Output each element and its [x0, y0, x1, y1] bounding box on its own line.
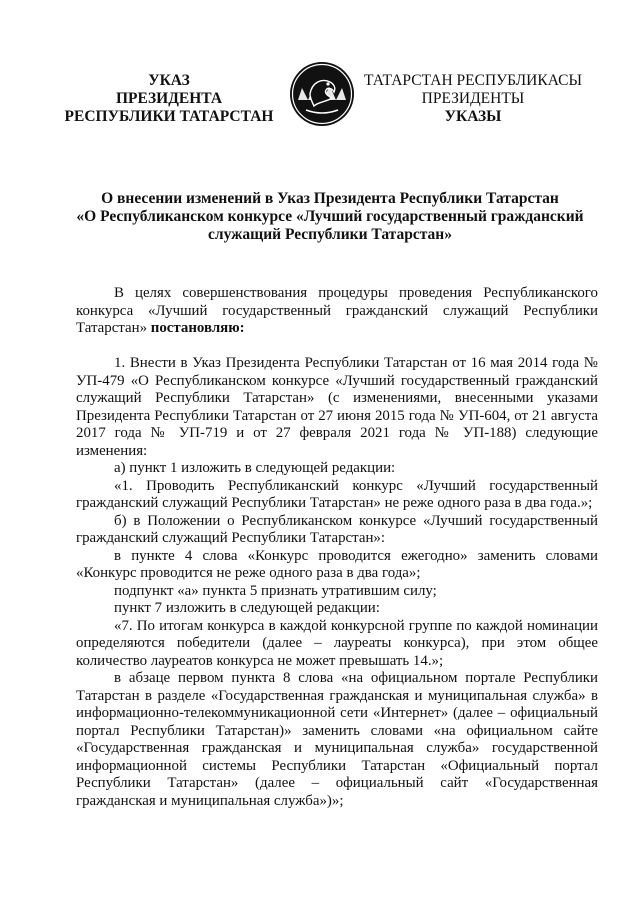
- body-paragraph: б) в Положении о Республиканском конкурсе «Лучший государственный гражданский служащий Республики Татарстан»:: [76, 512, 598, 546]
- body-paragraph: пункт 7 изложить в следующей редакции:: [114, 600, 380, 616]
- header-right-line: УКАЗЫ: [444, 108, 502, 125]
- intro-text: В целях совершенствования процедуры проведения Республиканского конкурса «Лучший государственный гражданский служащий Республики Татарстан»: [76, 285, 598, 336]
- intro-paragraph: [76, 285, 598, 338]
- body-paragraph: в абзаце первом пункта 8 слова «на официальном портале Республики Татарстан в разделе «Государственная гражданская и муниципальная служба» в информационно-телекоммуникационной сети «Интернет» (далее – официальный портал Республики Татарстан)» заменить словами «на официальном сайте «Государственная гражданская и муниципальная служба» государственной информационной системы Республики Татарстан «Официальный портал Республики Татарстан» (далее – официальный сайт «Государственная гражданская и муниципальная служба»)»;: [76, 670, 598, 809]
- body-paragraph: 1. Внести в Указ Президента Республики Татарстан от 16 мая 2014 года № УП-479 «О Республиканском конкурсе «Лучший государственный гражданский служащий Республики Татарстан» (с изменениями, внесенными указами Президента Республики Татарстан от 27 июня 2015 года № УП-604, от 21 августа 2017 года № УП-719 и от 27 февраля 2021 года № УП-188) следующие изменения:: [76, 355, 598, 459]
- title-line: О внесении изменений в Указ Президента Республики Татарстан: [101, 190, 559, 207]
- body-paragraph: «7. По итогам конкурса в каждой конкурсной группе по каждой номинации определяются победители (далее – лауреаты конкурса), при этом общее количество лауреатов конкурса не может превышать 14.»;: [76, 617, 598, 669]
- header-right: [362, 72, 584, 126]
- title-line: «О Республиканском конкурсе «Лучший государственный гражданский: [76, 208, 584, 225]
- decree-title: [60, 190, 600, 244]
- header-left-line: ПРЕЗИДЕНТА: [115, 90, 223, 107]
- header-left-line: УКАЗ: [148, 72, 190, 89]
- body-paragraph: а) пункт 1 изложить в следующей редакции:: [114, 460, 396, 476]
- tatarstan-emblem-icon: [288, 60, 356, 128]
- decree-word: постановляю:: [150, 320, 245, 336]
- header-right-line: ПРЕЗИДЕНТЫ: [421, 90, 525, 107]
- body-paragraph: «1. Проводить Республиканский конкурс «Лучший государственный гражданский служащий Республики Татарстан» не реже одного раза в два года.»;: [76, 477, 598, 511]
- title-line: служащий Республики Татарстан»: [208, 226, 452, 243]
- header-left: [58, 72, 280, 126]
- body-paragraph: в пункте 4 слова «Конкурс проводится ежегодно» заменить словами «Конкурс проводится не реже одного раза в два года»;: [76, 547, 598, 581]
- header-left-line: РЕСПУБЛИКИ ТАТАРСТАН: [64, 108, 274, 125]
- body-paragraph: подпункт «а» пункта 5 признать утратившим силу;: [114, 582, 437, 599]
- header-right-line: ТАТАРСТАН РЕСПУБЛИКАСЫ: [364, 72, 582, 89]
- decree-body: [76, 355, 598, 810]
